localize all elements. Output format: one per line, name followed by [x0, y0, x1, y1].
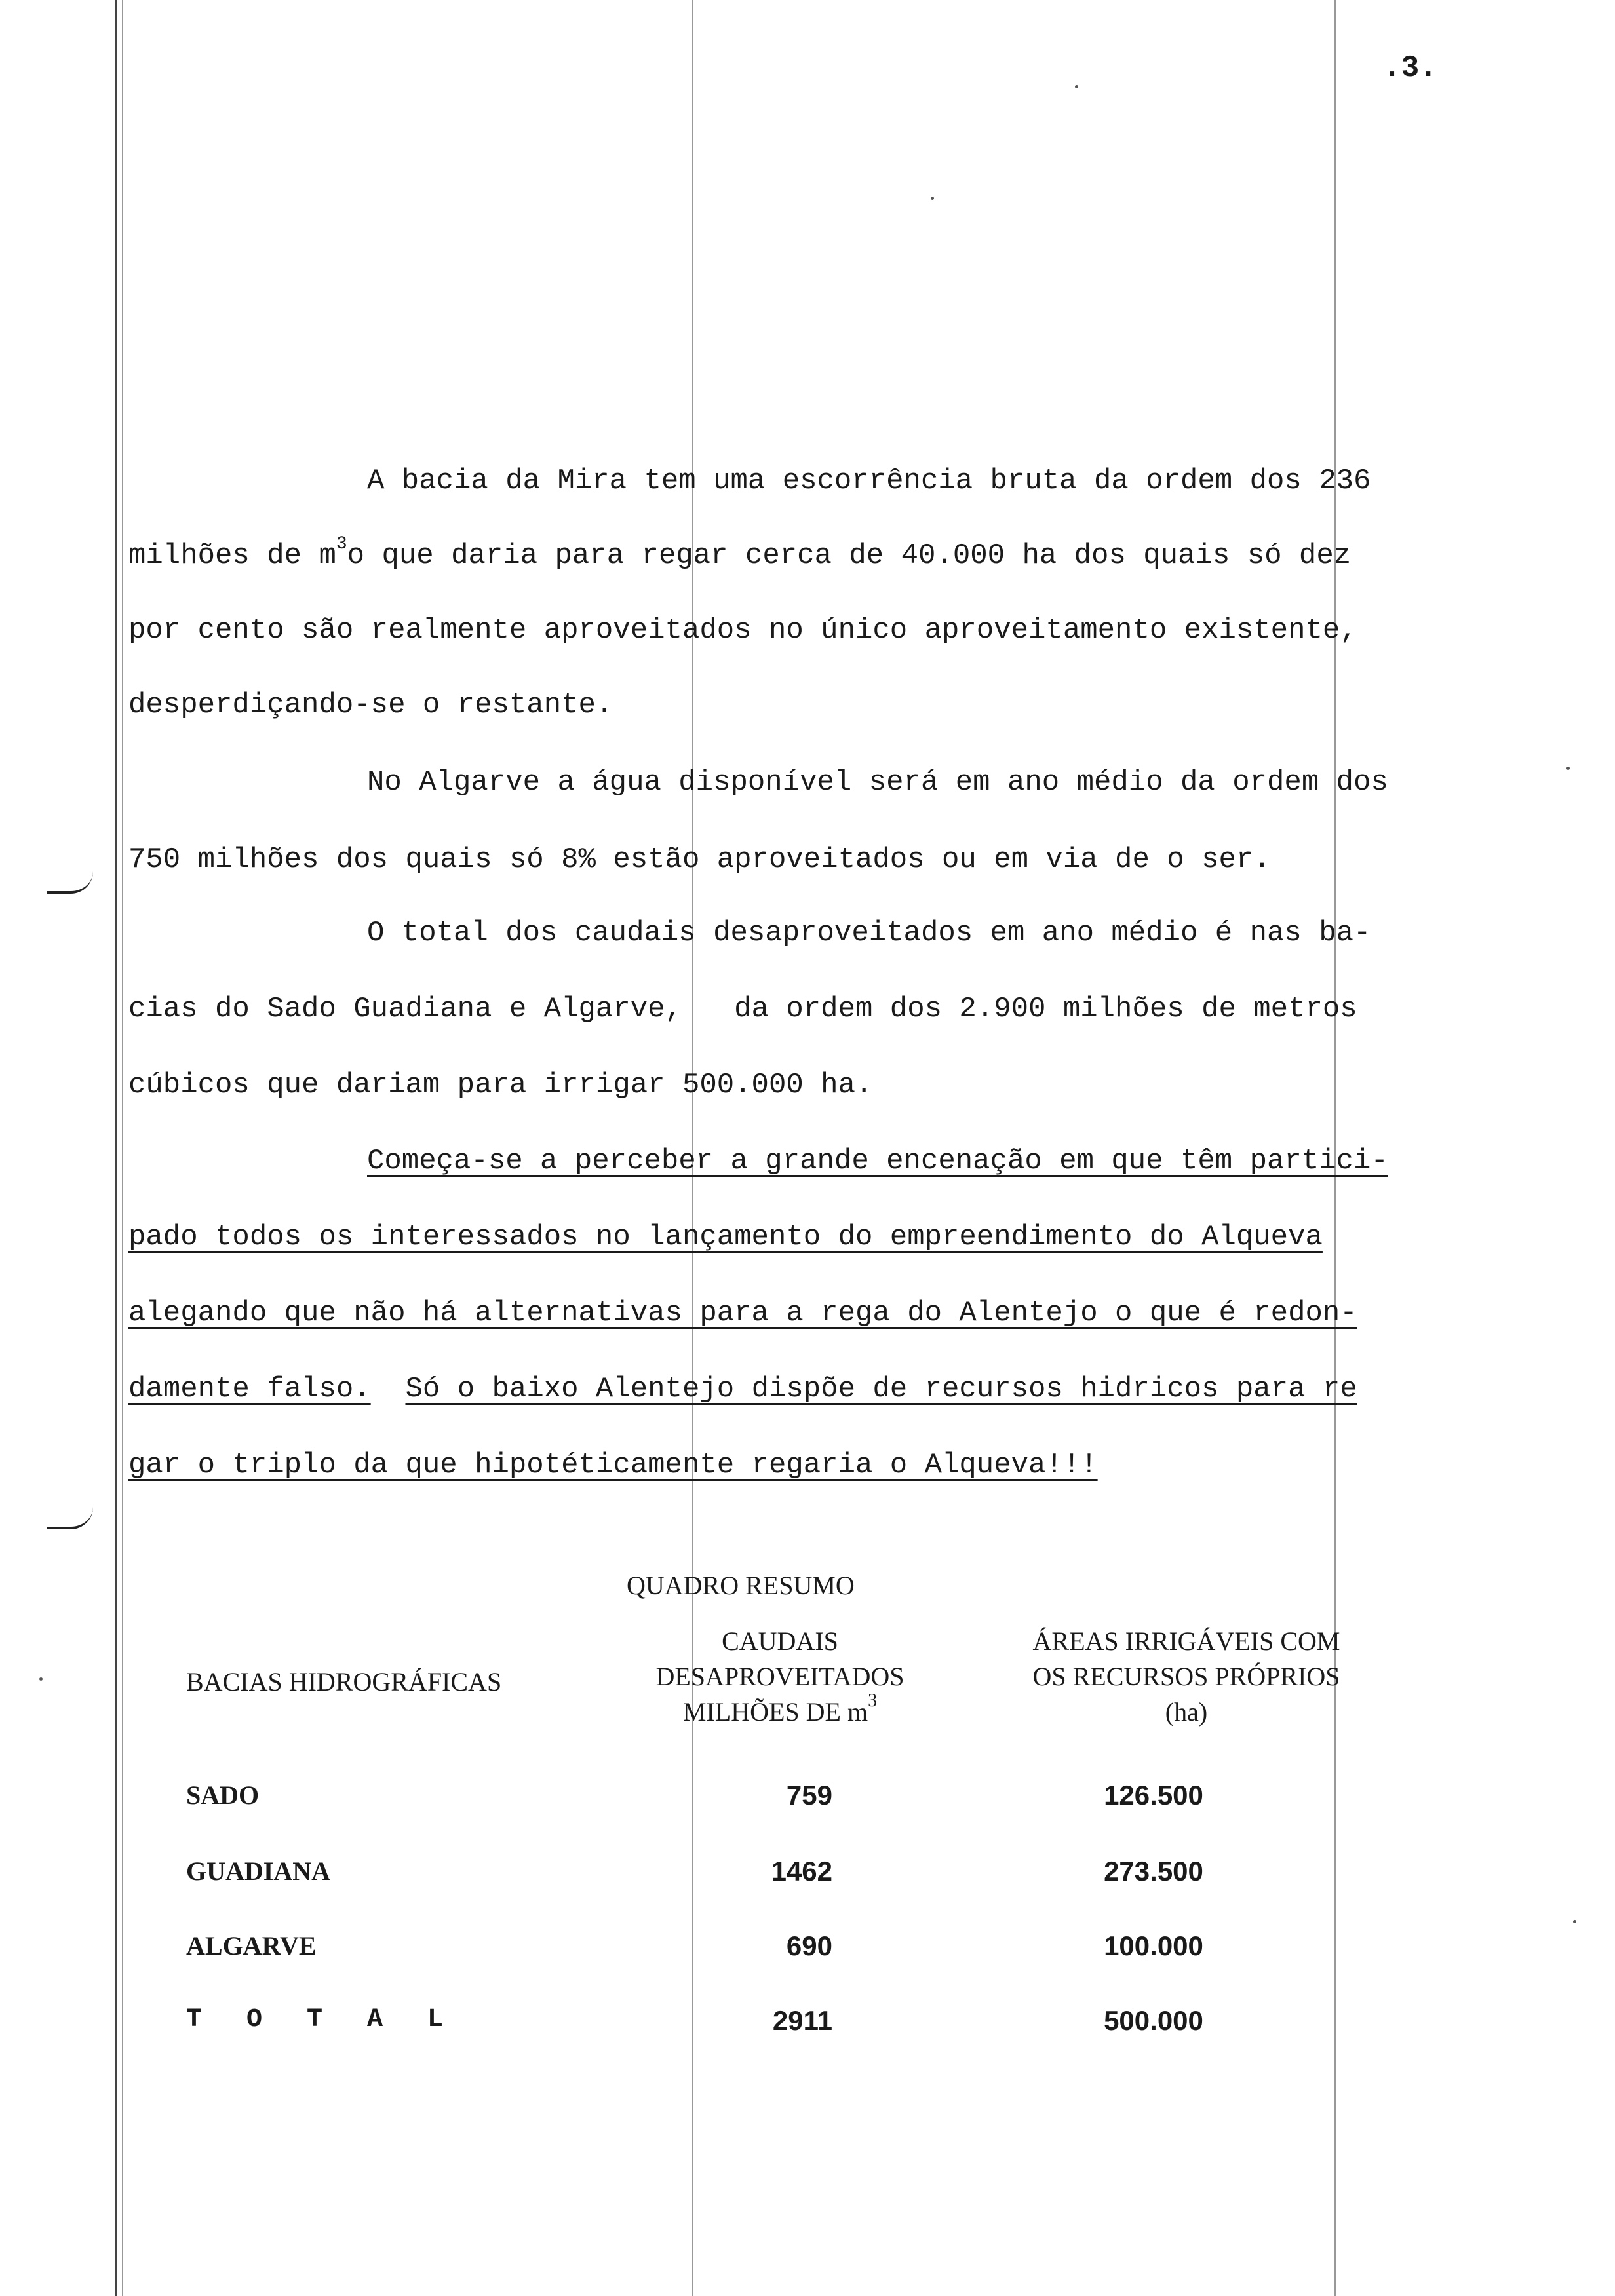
table-row-areas: 273.500: [1104, 1856, 1203, 1886]
text-fragment: o que daria para regar cerca de 40.000 ha dos quais só dez: [347, 539, 1352, 572]
table-row-bacia: SADO: [186, 1780, 260, 1810]
paragraph-1-line-2: [128, 534, 1352, 572]
header-areas-line-2: OS RECURSOS PRÓPRIOS: [1032, 1662, 1340, 1691]
header-areas-line-1: ÁREAS IRRIGÁVEIS COM: [1032, 1626, 1340, 1656]
table-row-areas: 126.500: [1104, 1780, 1203, 1810]
scan-line-left-faint: [122, 0, 123, 2296]
text-fragment: milhões de m: [128, 539, 336, 572]
paragraph-4-line-5: gar o triplo da que hipotéticamente regaria o Alqueva!!!: [128, 1449, 1098, 1482]
text-fragment: MILHÕES DE m: [682, 1697, 868, 1727]
header-caudais-line-3: [610, 1691, 950, 1730]
table-row-caudais: 759: [786, 1780, 832, 1810]
speck: [1573, 1920, 1576, 1923]
margin-mark: [47, 1507, 93, 1529]
header-caudais: [610, 1624, 950, 1730]
paragraph-4-line-1: Começa-se a perceber a grande encenação em que têm partici-: [367, 1145, 1388, 1177]
speck: [1566, 767, 1570, 770]
table-row-caudais: 1462: [771, 1856, 832, 1886]
page-number: .3.: [1383, 51, 1437, 85]
header-bacias: BACIAS HIDROGRÁFICAS: [186, 1667, 502, 1696]
table-row-caudais-total: 2911: [772, 2005, 832, 2036]
paragraph-4-line-3: alegando que não há alternativas para a rega do Alentejo o que é redon-: [128, 1297, 1357, 1330]
speck: [1075, 85, 1078, 88]
text-fragment: Só o baixo Alentejo dispõe de recursos hidricos para re: [405, 1373, 1357, 1406]
table-row-areas-total: 500.000: [1104, 2005, 1203, 2036]
paragraph-1-line-3: por cento são realmente aproveitados no único aproveitamento existente,: [128, 614, 1357, 647]
margin-mark: [47, 871, 93, 894]
paragraph-3-line-2: cias do Sado Guadiana e Algarve, da ordem dos 2.900 milhões de metros: [128, 993, 1357, 1025]
superscript: 3: [336, 534, 347, 554]
speck: [39, 1677, 43, 1681]
header-areas: [963, 1624, 1409, 1730]
paragraph-1-line-1: A bacia da Mira tem uma escorrência bruta da ordem dos 236: [367, 465, 1371, 497]
paragraph-4-line-2: pado todos os interessados no lançamento do empreendimento do Alqueva: [128, 1221, 1323, 1253]
table-row-caudais: 690: [786, 1930, 832, 1961]
paragraph-4-line-4: [128, 1375, 1357, 1404]
paragraph-3-line-1: O total dos caudais desaproveitados em ano médio é nas ba-: [367, 917, 1371, 949]
paragraph-1-line-4: desperdiçando-se o restante.: [128, 689, 613, 721]
text-fragment: damente falso.: [128, 1373, 371, 1406]
table-row-areas: 100.000: [1104, 1930, 1203, 1961]
header-caudais-line-2: DESAPROVEITADOS: [655, 1662, 905, 1691]
header-areas-line-3: (ha): [1165, 1697, 1208, 1727]
table-title: QUADRO RESUMO: [627, 1571, 855, 1600]
table-row-bacia: GUADIANA: [186, 1856, 330, 1886]
speck: [931, 197, 934, 200]
paragraph-2-line-2: 750 milhões dos quais só 8% estão aproveitados ou em via de o ser.: [128, 843, 1271, 876]
paragraph-2-line-1: No Algarve a água disponível será em ano médio da ordem dos: [367, 766, 1388, 799]
superscript: 3: [868, 1691, 878, 1711]
scan-line-left: [115, 0, 117, 2296]
table-row-bacia-total: T O T A L: [186, 2005, 458, 2035]
paragraph-3-line-3: cúbicos que dariam para irrigar 500.000 ha.: [128, 1069, 873, 1101]
table-row-bacia: ALGARVE: [186, 1931, 317, 1961]
header-caudais-line-1: CAUDAIS: [722, 1626, 838, 1656]
